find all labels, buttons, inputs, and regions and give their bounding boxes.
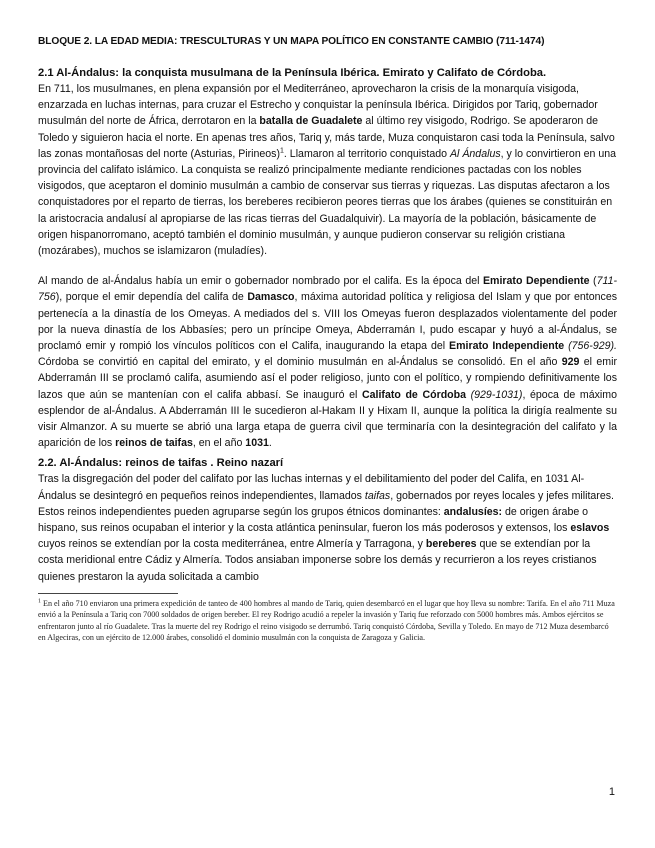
page-number: 1 (608, 786, 615, 798)
footnote-ref: 1 (280, 147, 284, 155)
paragraph-emirato: Al mando de al-Ándalus había un emir o gobernador nombrado por el califa. Es la época del Emirato Dependiente (711-756), porque el emir dependía del califa de Damasco, máxima autoridad política y religiosa del Islam y que por entonces pertenecía a la dinastía de los Omeyas. A mediados del s. VIII los Omeyas fueron desplazados violentamente del poder por la nueva dinastía de los Abbasíes; pero un príncipe Omeya, Abderramán I, pudo escapar y huyó a al-Ándalus, se proclamó emir y rompió los vínculos políticos con el Califa, inaugurando la etapa del Emirato Independiente (756-929). Córdoba se convirtió en capital del emirato, y el dominio musulmán en al-Ándalus se consolidó. En el año 929 el emir Abderramán III se proclamó califa, asumiendo así el poder religioso, junto con el político, y rompiendo definitivamente los lazos que aún se mantenían con el califa abbasí. Se inauguró el Califato de Córdoba (929-1031), época de máximo esplendor de al-Ándalus. A Abderramán III le sucedieron al-Hakam II y Hixam II, aunque la política la dirigía realmente su visir Almanzor. A su muerte se abrió una larga etapa de guerra civil que terminaría con la desintegración del califato y la aparición de los reinos de taifas, en el año 1031. (38, 275, 618, 450)
section-heading-taifas: 2.2. Al-Ándalus: reinos de taifas . Reino nazarí (38, 457, 284, 470)
footnote: $^1$ En el año 710 enviaron una primera expedición de tanteo de 400 hombres al mando de Tariq, quien desembarcó en el lugar que hoy lleva su nombre: Tarifa. En el año 711 Muza envió a la Península a Tariq con 7000 soldados de origen bereber. El rey Rodrigo acudió a repeler la invasión y Tariq fue reforzado con 5000 hombres más. Ambos ejércitos se enfrentaron junto al río Guadalete. Tras la muerte del rey Rodrigo el reino visigodo se derrumbó. Tariq conquistó Córdoba, Sevilla y Toledo. En mayo de 712 Muza desembarcó en Algeciras, con un ejército de 12.000 árabes, consolidó el dominio musulmán con la conquista de Zaragoza y Galicia. (38, 598, 615, 643)
document-title: BLOQUE 2. LA EDAD MEDIA: TRESCULTURAS Y UN MAPA POLÍTICO EN CONSTANTE CAMBIO (711-1474) (38, 36, 545, 47)
paragraph-taifas: Tras la disgregación del poder del califato por las luchas internas y el debilitamiento del poder del Califa, en 1031 Al-Ándalus se desintegró en pequeños reinos independientes, llamados taifas, gobernados por reyes locales y jefes militares. Estos reinos independientes pueden agruparse según los grupos étnicos dominantes: andalusíes: de origen árabe o hispano, sus reinos ocupaban el interior y la costa atlántica peninsular, fueron los más poderosos y extensos, los eslavos cuyos reinos se extendían por la costa mediterránea, entre Almería y Tarragona, y bereberes que se extendían por la costa meridional entre Cádiz y Almería. Todos ansiaban imponerse sobre los demás y recurrieron a los reyes cristianos quienes prestaron la ayuda solicitada a cambio (38, 473, 614, 583)
section-heading-emirato-califato: 2.1 Al-Ándalus: la conquista musulmana de la Península Ibérica. Emirato y Califato de Córdoba. (38, 67, 547, 79)
paragraph-conquista: En 711, los musulmanes, en plena expansión por el Mediterráneo, aprovecharon la crisis de la monarquía visigoda, enzarzada en luchas internas, para cruzar el Estrecho y conquistar la península Ibérica. Dirigidos por Tariq, gobernador musulmán del norte de África, derrotaron en la batalla de Guadalete al último rey visigodo, Rodrigo. Se apoderaron de Toledo y siguieron hacia el norte. En apenas tres años, Tariq y, más tarde, Muza conquistaron casi toda la Península, salvo las zonas montañosas del norte (Asturias, Pirineos)$^1$. Llamaron al territorio conquistado Al Ándalus, y lo convirtieron en una provincia del califato islámico. La conquista se realizó principalmente mediante rendiciones pactadas con los nobles visigodos, que aceptaron el dominio musulmán a cambio de conservar sus tierras y riquezas. Las disputas afectaron a los conquistadores por el reparto de tierras, los bereberes recibieron peores tierras que los árabes (quienes se constituirán en la aristocracia andalusí al apropiarse de las ricas tierras del Guadalquivir). La mayoría de la población, básicamente de origen hispanorromano, aceptó también el dominio musulmán, y aunque pudieron conservar su religión cristiana (mozárabes), muchos se islamizaron (muladíes). (38, 83, 617, 258)
footnote-divider (38, 593, 178, 594)
